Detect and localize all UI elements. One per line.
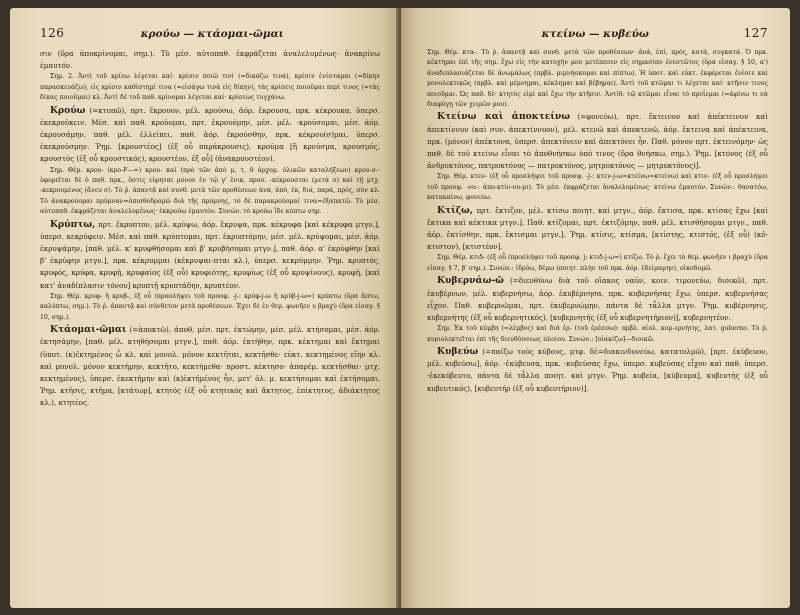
paragraph-text: Σημ. Θέμ. κρυφ- ἢ κρυβ-, ἐξ οὗ (προσλήψει τοῦ προσφ. -j-: κρύφ-j-ω ἢ κρύβ-j-ω=) κρύπτω (ὅρα ἅπτω, καλύπτω, σημ.). Τὸ ῥ. ἀπαντᾷ καὶ σύνθετον μετὰ προθέσεων. Ἐχει δὲ ἐν θεμ. φωνῆεν υ βραχὺ (ὅρα εἰσαγ. § 10, σημ.). [40,292,380,321]
right-page [401,8,790,608]
paragraph-text: (=διευθύνω διὰ τοῦ οἴακος ναῦν, κοιν. τιμονεύω, διοικῶ), πρτ. ἐκυβέρνων, μέλ. κυβερνήσω, ἀόρ. ἐκυβέρνησα, πρκ. κυβερνήσας ἔχω, ὑπερσ. κυβερνήσας εἶχον. Παθ. κυβερνῶμαι, πρτ. ἐκυβερνώμην, πάντα δὲ τἆλλα μτγν. Ῥημ. κυβέρνησις, κυβερνήτης (ἐξ οὗ κυβερνητικός), [κυβερνητής (ἐξ οὗ κυβερνητήριον)], κυβερνητέον. [427,276,768,322]
paragraph-text: (=παίζω τοὺς κύβους, μτφ. δὲ=διακινδυνεύω, κατατολμῶ), [πρτ. ἐκύβευον, μέλ. κυβεύσω], ἀόρ. -ἐκύβευσα, πρκ. -κυβεύσας ἔχω, ὑπερσ. κυβεύσας εἶχον καὶ παθ. ὑπερσ. -ἐκεκύβευτο, πάντα δὲ τἆλλα ποιητ. καὶ μτγν. Ῥημ. κυβεία, [κύβευμα], κυβευτής (ἐξ οὗ κυβευτικός), [κυβευτήρ (ἐξ οὗ κυβευτήριον)]. [427,346,768,393]
paragraph-text: Σημ. Θέμ. κρου- (κρο-F—=) κρου- καὶ (πρὸ τῶν ἀπὸ μ, τ, θ ἀρχομ. ὀλικῶν καταλήξεων) κρου-σ-· ὑφορεῖται δὲ ὁ παθ. πρκ., ὅστις εὑρηται μόνον ἐν τῷ γ' ἑνικ. προσ. -κέκρουσται (μετὰ σ) καὶ τῇ μτχ. -κεκρουμένος (ἄνευ σ). Τὸ ῥ. ἀπαντᾷ καὶ συνθ. μετὰ τῶν προθέσεων ἀνά, ἀπό, ἐκ, διά, παρά, πρός, σὺν κλ. Τὸ ἀνακρούομαι πρύμναν=ὀπισθοδρομῶ διὰ τῆς πρύμνης, τὸ δὲ παρακρούομαί τινα=ἐξαπατῶ. Τὸ μέσ. αὐτοπαθ. ἐκφράζεται ἀναλελυμένως· ἐκκρούω ἐμαυτόν. Συνών. τὸ κρούω ἴδε κόπτω σημ. [40,166,380,216]
paragraph-text: σιν (ὅρα ἀποκρίνομαι, σημ.). Τὸ μέσ. αὐτοπαθ. ἐκφράζεται ἀναλελυμένως· ἀνακρίνω ἐμαυτόν. [40,49,380,71]
right-page-text [427,48,768,395]
note-paragraph [40,166,380,218]
paragraph-text: πρτ. ἔκτιζον, μέλ. κτίσω ποιητ. καὶ μτγν., ἀόρ. ἔκτισα, πρκ. κτίσας ἔχω [καὶ ἔκτικα καὶ κέκτικα μτγν.]. Παθ. κτίζομαι, πρτ. ἐκτιζόμην, παθ. μέλ. κτισθήσομαι μτγν., παθ. ἀόρ. ἐκτίσθην, πρκ. ἔκτισμαι μτγν.]. Ῥημ. κτίσις, κτίσμα, [κτίστης, κτιστός, (ἐξ οὗ) (κὀ-κτιστον), [κτιστέον]. [427,205,768,252]
running-head-right: κτείνω — κυβεύω [541,28,649,40]
paragraph-text: (=ἀποκτῶ), ἀποθ. μέσ. πρτ. ἐκτώμην, μέσ. μέλ. κτήσομαι, μέσ. ἀόρ. ἐκτησάμην, [παθ. μέλ. κτηθήσομαι μτγν.], παθ. ἀόρ. ἐκτήθην, πρκ. κέκτημαι καὶ ἔκτημαι (ὑποτ. (κ)ἐκτημένος ὦ κλ. καὶ μονολ. μόνον κεκτῆται, κεκτῆσθε· εὐκτ. κεκτημένος εἴην κλ. καὶ μονολ. μόνον κεκτήμην, κεκτῆτο, κεκτήμεθα· προστ. κέκτησο· ἀπαρέμ. κεκτῆσθαι· μτχ. κεκτημένος), ὑπερσ. ἐκεκτήμην καὶ (κ)ἐκτήμένος ἦν, μετ' ὀλ. μ. κεκτήσομαι καὶ ἐκτήσομαι. Ῥημ. κτῆσις, κτῆμα, [κτάτωρ], κτητός (ἐξ οὗ κτητικός καὶ ἄκτητος, ἐπίκτητος, ἀδιάκτητος κλ.), κτητέος. [40,325,381,408]
entry-lemma: Κυβεύω [437,345,479,357]
dictionary-entry [40,219,380,292]
entry-lemma: Κτάομαι-ῶμαι [50,324,127,336]
right-page-header [427,26,768,40]
entry-lemma: Κυβερνάω-ῶ [437,275,504,287]
running-head-left: κρούω — κτάομαι-ῶμαι [140,28,284,40]
dictionary-entry [427,346,768,395]
entry-lemma: Κρούω [50,104,86,116]
entry-lemma: Κτείνω καὶ ἀποκτείνω [437,111,570,123]
paragraph-text: (=φονεύω), πρτ. ἔκτεινον καὶ ἀπέκτεινον καὶ ἀπεκτίννυν (καὶ συν. ἀπεκτίννυον), μέλ. κτενῶ καὶ ἀποκτενῶ, ἀόρ. ἔκτεινα καὶ ἀπέκτεινα, πρκ. (μόνον) ἀπέκτονα, ὑπερσ. ἀπεκτόνειν καὶ ἀπεκτόνει ἦν. Παθ. μόνον πρτ. ἐκτεινόμην· ὡς παθ. δὲ τοῦ κτείνω εἶναι τὸ ἀποθνήσκω ὑπό τινος (ὅρα θνήσκω, σημ.). Ῥημ. [κτόνος (ἐξ οὗ ἀνδροκτόνος, πατροκτόνος — πατροκτόνος, μητροκτόνος — μητροκτόνος)]. [427,112,768,171]
paragraph-text: Σημ. Θέμ. κτεν- (ἐξ οὗ προσλήψει τοῦ προσφ. -j-: κτεν-j-ω=κτείνω=κτείνω) καὶ κτιν- (ἐξ οὗ προσλήψει τοῦ προσφ. -νυ-: ἀπο-κτίν-νυ-μι). Τὸ μέσ. ἐκφράζεται ἀναλελυμένως· κτείνω ἐμαυτόν. Συνών.: θανατόω, κατακαίνω, φονεύω. [427,173,768,202]
dictionary-entry [427,275,768,324]
dictionary-entry [427,205,768,254]
page-number-left: 126 [40,26,65,40]
paragraph-text: Σημ. Θέμ. κτα-. Τὸ ῥ. ἀπαντᾷ καὶ συνθ. μετὰ τῶν προθέσεων· ἀνά, ἐπί, πρός, κατά, συγκατά. Ὁ πρκ. κέκτημαι ἐπὶ τῆς σημ. ἔχω εἰς τὴν κατοχὴν μου μετέπεσεν εἰς σημασίαν ἐνεστῶτος (ὅρα εἰσαγ. § 10, α') ἀναδιπλασιάζεται δὲ ἀνωμάλως (πρβλ. μιμνήσκομαι καὶ πίπτω). Ἡ ὑποτ. καὶ εὐκτ. ἐκφέρεται ἐνίοτε καὶ μονολεκτικῶς (πρβλ. καὶ μέμνημαι, κέκλημαι καὶ βέβημαι). Ἀντὶ τοῦ κτῶμαι τι λέγεται καί· κτῆσιν τινος ποιοῦμαι. Ὡς παθ. δὲ· κτητὸς εἰμὶ καὶ ἔχω τὴν κτῆσιν. Ἀντίθ. τῷ κτῶμαι εἶναι τὸ πρoΐεμαι (=ἀφίνω τι νὰ διαφύγῃ τῶν χειρῶν μου). [427,49,768,109]
paragraph-text: Σημ. Θέμ. κτιδ- (ἐξ οὗ (προσλήψει τοῦ προσφ. j: κτιδ-j-ω=) κτίζω. Τὸ ῥ. ἔχει τὸ θεμ. φωνῆεν ι βραχὺ (ὅρα εἰσαγ. § 7, β' σημ.). Συνών.: ἱδρύω, δέμω (ποιητ. πλὴν τοῦ πρκ. ἀόρ. ἐδείμαμην), οἰκοδομῶ. [427,254,768,272]
note-paragraph [40,48,380,72]
paragraph-text: Σημ. Ἐκ τοῦ κύμβη (=λέμβος) καὶ διὰ ἐρ- (τοῦ ἐρέσσω): πρβλ. αἰολ. κυμ-ερνήτης, λατ. guberno. Τὸ ῥ. κυριολεκτεῖται ἐπὶ τῆς διευθύνσεως πλοίου. Συνών.: [οἰακίζω]—διοικῶ. [427,325,768,343]
note-paragraph [427,253,768,274]
dictionary-entry [40,324,380,409]
note-paragraph [40,72,380,103]
left-page [10,8,398,608]
note-paragraph [427,48,768,110]
paragraph-text: (=κτυπῶ), πρτ. ἔκρουον, μέλ. κρούσω, ἀόρ. ἔκρουσα, πρκ. κέκρουκα, ὑπερσ. ἐκεκρούκειν. Μέσ. καὶ παθ. κρούομαι, πρτ. ἐκρουόμην, μέσ. μέλ. -κρούσομαι, μέσ. ἀόρ. ἐκρουσάμην, παθ. μέλ. ἐλλείπει, παθ. ἀόρ. ἐκρούσθην, πρκ. κέκρου(σ)μαι, ὑπερσ. ἐκεκρούσμην. Ῥημ. [κρουστέος] (ἐξ οὗ παράκρουσις), κρούμα [ἢ κρούσμα, κρουσμός, κρουστὸς (ἐξ οὗ κρουστικός), κρουστέον, ἐξ οὗ] (ἀνακρουστέον). [40,105,380,164]
left-page-text [40,48,380,410]
page-number-right: 127 [743,26,768,40]
left-page-header [40,26,380,40]
note-paragraph [427,172,768,203]
paragraph-text: Σημ. 2. Ἀντὶ τοῦ κρίνω λέγεται καί· κρίσιν ποιῶ τινί (=δικάζω τινά), κρίσιν ἐνίσταμαι (=δίκην παρασκευάζω), εἰς κρίσιν καθίστημί τινα (=εἰσάγω τινὰ εἰς δίκην), τὰς κρίσεις ποιοῦμαι περί τινος (=τὰς δίκας ποιοῦμαι) κλ. Ἀντὶ δὲ τοῦ παθ. κρίνομαι λέγεται καί· κρίσεως τυγχάνω. [40,73,380,102]
dictionary-entry [427,111,768,172]
entry-lemma: Κρύπτω, [50,218,96,230]
paragraph-text: πρτ. ἔκρυπτον, μέλ. κρύψω, ἀόρ. ἔκρυψα, πρκ. κέκρυφα [καὶ κέκρυφα μτγν.], ὑπερσ. κεκρύφειν. Μέσ. καὶ παθ. κρύπτομαι, πρτ. ἐκρυπτόμην, μέσ. μέλ. κρύψομαι, μέσ. ἀόρ. ἐκρυψάμην, [παθ. μέλ. κ' κρυφθήσομαι καὶ β' κρυβήσομαι μτγν.], παθ. ἀόρ. α' ἐκρύφθην [καὶ β' ἐκρύφην μτγν.], πρκ. κέκρυμμαι (κέκρυψαι-πται κλ.), ὑπερσ. κεκρύμμην. Ῥημ. κρυπτός, κρυφός, κρύφα, κρυφῇ, κρυφαίος (ἐξ οὗ) κρυφιότης, κρυφίως (ἐξ οὗ κρυψίνους), κρυφῆ, [καὶ κατ' ἀναδίπλασιν τόνου] κρυπτῇ κρυπτάδην, κρυπτέον. [40,219,380,290]
note-paragraph [427,324,768,345]
dictionary-entry [40,105,380,166]
note-paragraph [40,292,380,323]
entry-lemma: Κτίζω, [437,204,474,216]
